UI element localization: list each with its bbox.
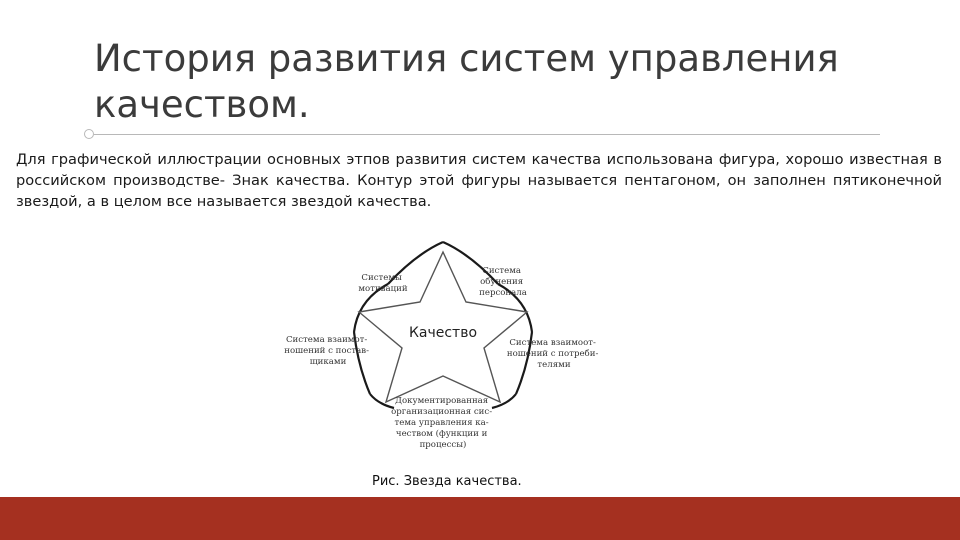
label-documented-system: Документированная организационная сис- тема управления ка- чеством (функции и процессы) bbox=[391, 396, 493, 450]
slide-title-line-1: История развития систем управления bbox=[94, 37, 839, 80]
label-consumers: Система взаимоот- ношений с потреби- телями bbox=[506, 338, 599, 370]
footer-accent-bar bbox=[0, 497, 960, 540]
label-training: Система обучения персонала bbox=[479, 266, 527, 298]
quality-star-figure bbox=[270, 236, 620, 468]
body-paragraph: Для графической иллюстрации основных этпов развития систем качества использована фигура, хорошо известная в российском производстве- Знак качества. Контур этой фигуры называется пентагоном, он заполнен пятиконечной звездой, а в целом все называется звездой качества. bbox=[16, 151, 942, 210]
quality-star-diagram bbox=[270, 236, 620, 468]
title-rule-dot bbox=[84, 129, 94, 139]
label-suppliers: Система взаимот- ношений с постав- щиками bbox=[284, 335, 370, 367]
slide-title-line-2: качеством. bbox=[94, 83, 310, 126]
title-divider bbox=[94, 134, 880, 135]
label-motivation: Системы мотиваций bbox=[358, 273, 408, 294]
slide-title bbox=[94, 36, 894, 128]
figure-caption: Рис. Звезда качества. bbox=[372, 474, 522, 489]
center-label: Качество bbox=[408, 325, 478, 341]
